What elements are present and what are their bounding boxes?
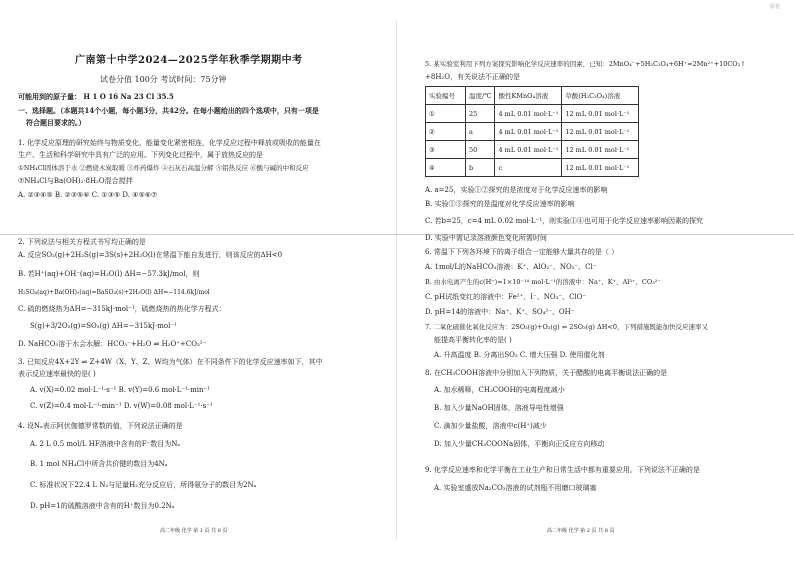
table-cell: 50 — [466, 141, 495, 159]
table-cell: 25 — [466, 105, 495, 123]
table-row — [426, 105, 639, 123]
table-cell: b — [466, 159, 495, 177]
q8-stem: 8. 在CH₃COOH溶液中分别加入下列物质，关于醋酸的电离平衡说法正确的是 — [425, 369, 668, 377]
table-header-row — [426, 87, 639, 105]
q1-line: ①NH₄Cl固体溶于水 ②燃烧木炭取暖 ③炸药爆炸 ④石灰石高温分解 ⑤铝热反应 ⑥酸与碱的中和反应 — [18, 164, 309, 172]
table-header: 实验编号 — [426, 87, 466, 105]
table-cell: 4 mL 0.01 mol·L⁻¹ — [495, 141, 562, 159]
q2-option: B. 若H⁺(aq)+OH⁻(aq)=H₂O(l) ΔH=−57.3kJ/mol，则 — [18, 270, 200, 278]
table-cell: 12 mL 0.01 mol·L⁻¹ — [562, 159, 639, 177]
table-cell: ② — [426, 123, 466, 141]
table-row — [426, 159, 639, 177]
exam-subtitle: 试卷分值 100分 考试时间：75分钟 — [100, 75, 227, 84]
q6-option: A. 1mol/L的NaHCO₃溶液：K⁺、AlO₂⁻、NO₃⁻、Cl⁻ — [425, 263, 597, 271]
q5-option: C. 若b=25，c=4 mL 0.02 mol·L⁻¹，则实验①④也可用于化学反应速率影响因素的探究 — [425, 217, 704, 225]
q8-option: C. 滴加少量盐酸，溶液中c(H⁺)减少 — [434, 422, 547, 430]
q7-options: A. 升高温度 B. 分离出SO₃ C. 增大压强 D. 使用催化剂 — [434, 351, 605, 359]
table-cell: ③ — [426, 141, 466, 159]
q6-stem: 6. 常温下下列各环境下的离子组合一定能够大量共存的是（ ） — [425, 248, 619, 256]
q3-options: C. v(Z)=0.4 mol·L⁻¹·min⁻¹ D. v(W)=0.08 mol·L⁻¹·s⁻¹ — [30, 402, 213, 410]
table-cell: 12 mL 0.01 mol·L⁻¹ — [562, 123, 639, 141]
q1-options: A. ②③④⑤ B. ②③⑤⑥ C. ①③⑤ D. ④⑤⑥⑦ — [18, 191, 158, 199]
table-row — [426, 123, 639, 141]
q5-option: A. a=25，实验①②探究的是浓度对于化学反应速率的影响 — [425, 186, 608, 194]
q8-option: A. 加水稀释，CH₃COOH的电离程度减小 — [434, 386, 565, 394]
table-cell: ④ — [426, 159, 466, 177]
q2-option: C. 硫的燃烧热为ΔH=−315kJ·mol⁻¹，硫燃烧热的热化学方程式： — [18, 305, 226, 313]
exam-title: 广南第十中学2024—2025学年秋季学期期中考 — [75, 55, 303, 66]
q4-option: D. pH=1的硫酸溶液中含有的H⁺数目为0.2Nₐ — [30, 502, 175, 510]
q6-option: B. 由水电离产生的c(H⁺)=1×10⁻¹⁴ mol·L⁻¹的溶液中：Na⁺、K⁺、Al³⁺、CO₃²⁻ — [425, 278, 661, 286]
section-heading-cont: 符合题目要求的。） — [26, 118, 86, 127]
q4-option: A. 2 L 0.5 mol/L HF溶液中含有的F⁻数目为Nₐ — [30, 440, 181, 448]
table-cell: 12 mL 0.01 mol·L⁻¹ — [562, 105, 639, 123]
table-cell: 4 mL 0.01 mol·L⁻¹ — [495, 105, 562, 123]
q6-option: D. pH=14的溶液中：Na⁺、K⁺、SO₄²⁻、OH⁻ — [425, 308, 575, 316]
q5-stem: 5. 某实验室利用下列方案探究影响化学反应速率的因素，已知：2MnO₄⁻+5H₂C₂O₄+6H⁺=2Mn²⁺+10CO₂↑ — [425, 60, 746, 68]
q2-option: H₂SO₄(aq)+Ba(OH)₂(aq)=BaSO₄(s)+2H₂O(l) ΔH=−114.6kJ/mol — [18, 289, 210, 296]
q3-stem: 表示反应速率最快的是( ) — [18, 370, 96, 378]
q2-option: D. NaHCO₃溶于水会水解：HCO₃⁻+H₂O ⇌ H₃O⁺+CO₃²⁻ — [18, 340, 207, 348]
page-right — [397, 0, 794, 563]
table-cell: a — [466, 123, 495, 141]
q2-option: A. 反应SO₂(g)+2H₂S(g)=3S(s)+2H₂O(l)在常温下能自发进行，则该反应的ΔH<0 — [18, 251, 283, 259]
q2-option: S(g)+3/2O₂(g)=SO₃(g) ΔH=−315kJ·mol⁻¹ — [30, 322, 177, 330]
table-cell: 12 mL 0.01 mol·L⁻¹ — [562, 141, 639, 159]
table-cell: c — [495, 159, 562, 177]
page-footer: 高二年级 化学 第 2 页 共 8 页 — [547, 528, 615, 534]
table-header: 酸性KMnO₄溶液 — [495, 87, 562, 105]
q3-options: A. v(X)=0.02 mol·L⁻¹·s⁻¹ B. v(Y)=0.6 mol·L⁻¹·min⁻¹ — [30, 386, 211, 394]
q6-option: C. pH试纸变红的溶液中：Fe²⁺、I⁻、NO₃⁻、ClO⁻ — [425, 293, 587, 301]
q4-option: C. 标准状况下22.4 L N₂与足量H₂充分反应后，所得氨分子的数目为2Nₐ — [30, 481, 257, 489]
q4-option: B. 1 mol NH₄Cl中所含共价键的数目为4Nₐ — [30, 460, 168, 468]
q7-stem: 能提高平衡转化率的是( ) — [434, 336, 512, 344]
experiment-table — [425, 86, 639, 177]
q1-line: 生产、生活和科学研究中具有广泛的应用。下列变化过程中，属于放热反应的是 — [18, 151, 263, 159]
page-footer: 高二年级 化学 第 1 页 共 8 页 — [160, 528, 228, 534]
q1-line: ⑦NH₄Cl与Ba(OH)₂·8H₂O混合搅拌 — [18, 177, 133, 185]
q3-stem: 3. 已知反应4X+2Y ⇌ Z+4W（X、Y、Z、W均为气体）在不同条件下的化学反应速率如下，其中 — [18, 358, 323, 366]
q4-stem: 4. 设Nₐ表示阿伏伽德罗常数的值，下列说法正确的是 — [18, 422, 183, 430]
corner-mark: 原卷 — [770, 4, 781, 10]
q8-option: D. 加入少量CH₃COONa固体，平衡向正反应方向移动 — [434, 440, 605, 448]
q5-option: D. 实验中需记录溶液颜色变化所需时间 — [425, 234, 547, 242]
q1-line: 1. 化学反应原理的研究始终与物质变化、能量变化紧密相连，化学反应过程中释放或吸收的能量在 — [18, 139, 321, 147]
q2-stem: 2. 下列说法与相关方程式书写均正确的是 — [18, 238, 146, 246]
atomic-masses: 可能用到的原子量： H 1 O 16 Na 23 Cl 35.5 — [18, 92, 174, 101]
q7-stem: 7. 二氧化硫催化氧化反应为：2SO₂(g)+O₂(g) ⇌ 2SO₃(g) ΔH<0，下列措施既能加快反应速率又 — [425, 323, 708, 331]
q8-option: B. 加入少量NaOH固体，溶液导电性增强 — [434, 404, 564, 412]
table-cell: ① — [426, 105, 466, 123]
table-row — [426, 141, 639, 159]
q5-option: B. 实验①③探究的是温度对化学反应速率的影响 — [425, 200, 575, 208]
q5-stem: +8H₂O，有关说法不正确的是 — [425, 73, 520, 81]
table-header: 温度/℃ — [466, 87, 495, 105]
q9-stem: 9. 化学反应速率和化学平衡在工业生产和日常生活中都有重要应用。下列说法不正确的是 — [425, 466, 700, 474]
q9-option: A. 实验室盛放Na₂CO₃溶液的试剂瓶不用磨口玻璃塞 — [434, 484, 597, 492]
table-cell: 4 mL 0.01 mol·L⁻¹ — [495, 123, 562, 141]
table-header: 草酸(H₂C₂O₄)溶液 — [562, 87, 639, 105]
section-heading: 一、选择题。（本题共14个小题，每小题3分，共42分。在每小题给出的四个选项中，只有一项是 — [18, 106, 319, 115]
